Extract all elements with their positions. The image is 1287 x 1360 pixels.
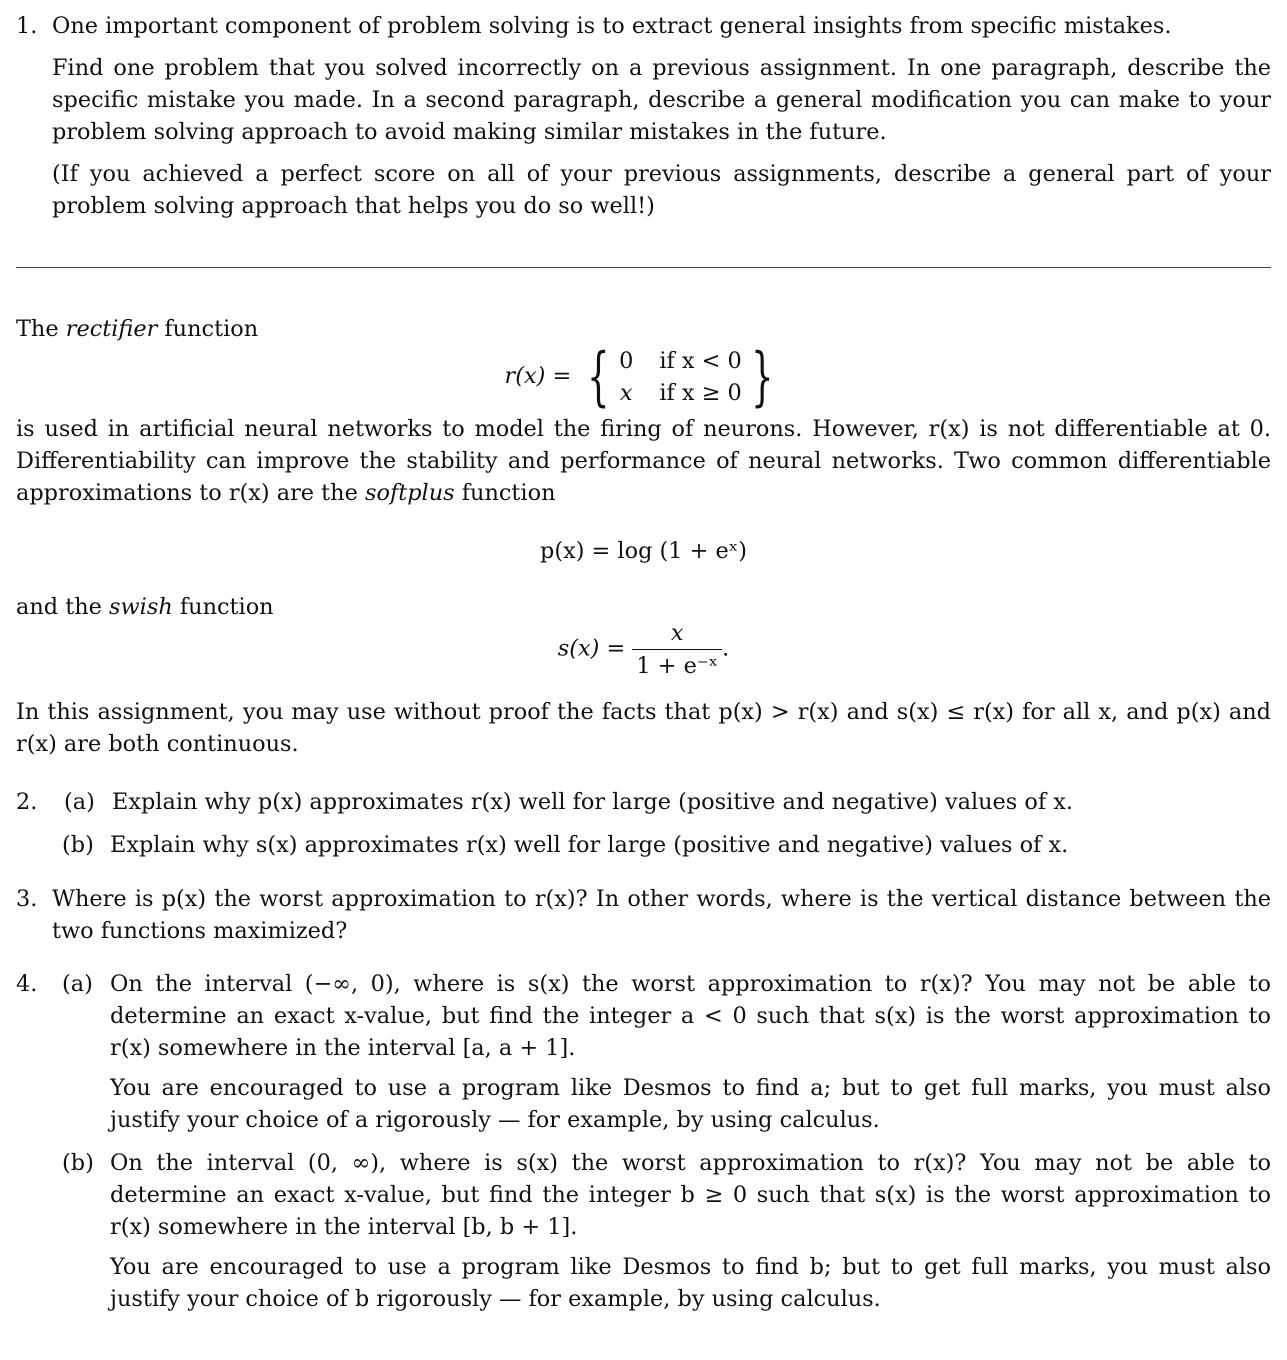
part-label: (a): [62, 971, 93, 997]
question-4b: [16, 1147, 1271, 1315]
differentiability-paragraph: is used in artificial neural networks to model the firing of neurons. However, r(x) is not differentiable at 0. Differentiability can improve the stability and performance of neural networks. Two common differentiable approximations to r(x) are the softplus function: [16, 416, 1271, 506]
assignment-page: [16, 10, 1271, 1315]
question-3-text: Where is p(x) the worst approximation to r(x)? In other words, where is the vertical distance between the two functions maximized?: [52, 886, 1271, 944]
rectifier-intro: The rectifier function: [16, 316, 259, 342]
question-3: [16, 883, 1271, 947]
part-label: (a): [64, 789, 95, 815]
question-number: 3.: [16, 886, 38, 912]
question-1-paragraph-1: Find one problem that you solved incorrectly on a previous assignment. In one paragraph, describe the specific mistake you made. In a second paragraph, describe a general modification you can make to your problem solving approach to avoid making similar mistakes in the future.: [52, 55, 1271, 145]
swish-intro: and the swish function: [16, 594, 274, 620]
question-2a-text: Explain why p(x) approximates r(x) well for large (positive and negative) values of x.: [112, 789, 1074, 815]
question-2: [16, 786, 1271, 861]
question-4b-note: You are encouraged to use a program like Desmos to find b; but to get full marks, you must also justify your choice of b rigorously — for example, by using calculus.: [110, 1254, 1271, 1312]
question-1: [16, 10, 1271, 222]
question-number: 2.: [16, 789, 38, 815]
question-4a: [16, 968, 1271, 1136]
swish-equation: s(x) = $\frac{x}{\text{1 + e⁻ˣ}}$ .: [16, 617, 1271, 682]
question-number: 1.: [16, 13, 38, 39]
question-number: 4.: [16, 971, 38, 997]
question-4b-text: On the interval (0, ∞), where is s(x) the worst approximation to r(x)? You may not be able to determine an exact x-value, but find the integer b ≥ 0 such that s(x) is the worst approximation to r(x) somewhere in the interval [b, b + 1].: [110, 1150, 1271, 1240]
question-4: [16, 968, 1271, 1315]
question-1-paragraph-2: (If you achieved a perfect score on all of your previous assignments, describe a general part of your problem solving approach that helps you do so well!): [52, 161, 1271, 219]
question-2a: [64, 786, 1271, 818]
rectifier-equation: r(x) = { 0 if x < 0 x if x ≥ 0 }: [504, 340, 774, 414]
part-label: (b): [62, 1150, 94, 1176]
question-2b: [62, 829, 1271, 861]
facts-paragraph: In this assignment, you may use without proof the facts that p(x) > r(x) and s(x) ≤ r(x) for all x, and p(x) and r(x) are both continuous.: [16, 699, 1271, 757]
part-label: (b): [62, 832, 94, 858]
question-4a-text: On the interval (−∞, 0), where is s(x) the worst approximation to r(x)? You may not be able to determine an exact x-value, but find the integer a < 0 such that s(x) is the worst approximation to r(x) somewhere in the interval [a, a + 1].: [110, 971, 1271, 1061]
question-2b-text: Explain why s(x) approximates r(x) well for large (positive and negative) values of x.: [110, 832, 1069, 858]
softplus-equation: p(x) = log (1 + eˣ): [540, 538, 747, 564]
question-1-intro: One important component of problem solving is to extract general insights from specific mistakes.: [52, 13, 1172, 39]
question-4a-note: You are encouraged to use a program like Desmos to find a; but to get full marks, you must also justify your choice of a rigorously — for example, by using calculus.: [110, 1075, 1271, 1133]
